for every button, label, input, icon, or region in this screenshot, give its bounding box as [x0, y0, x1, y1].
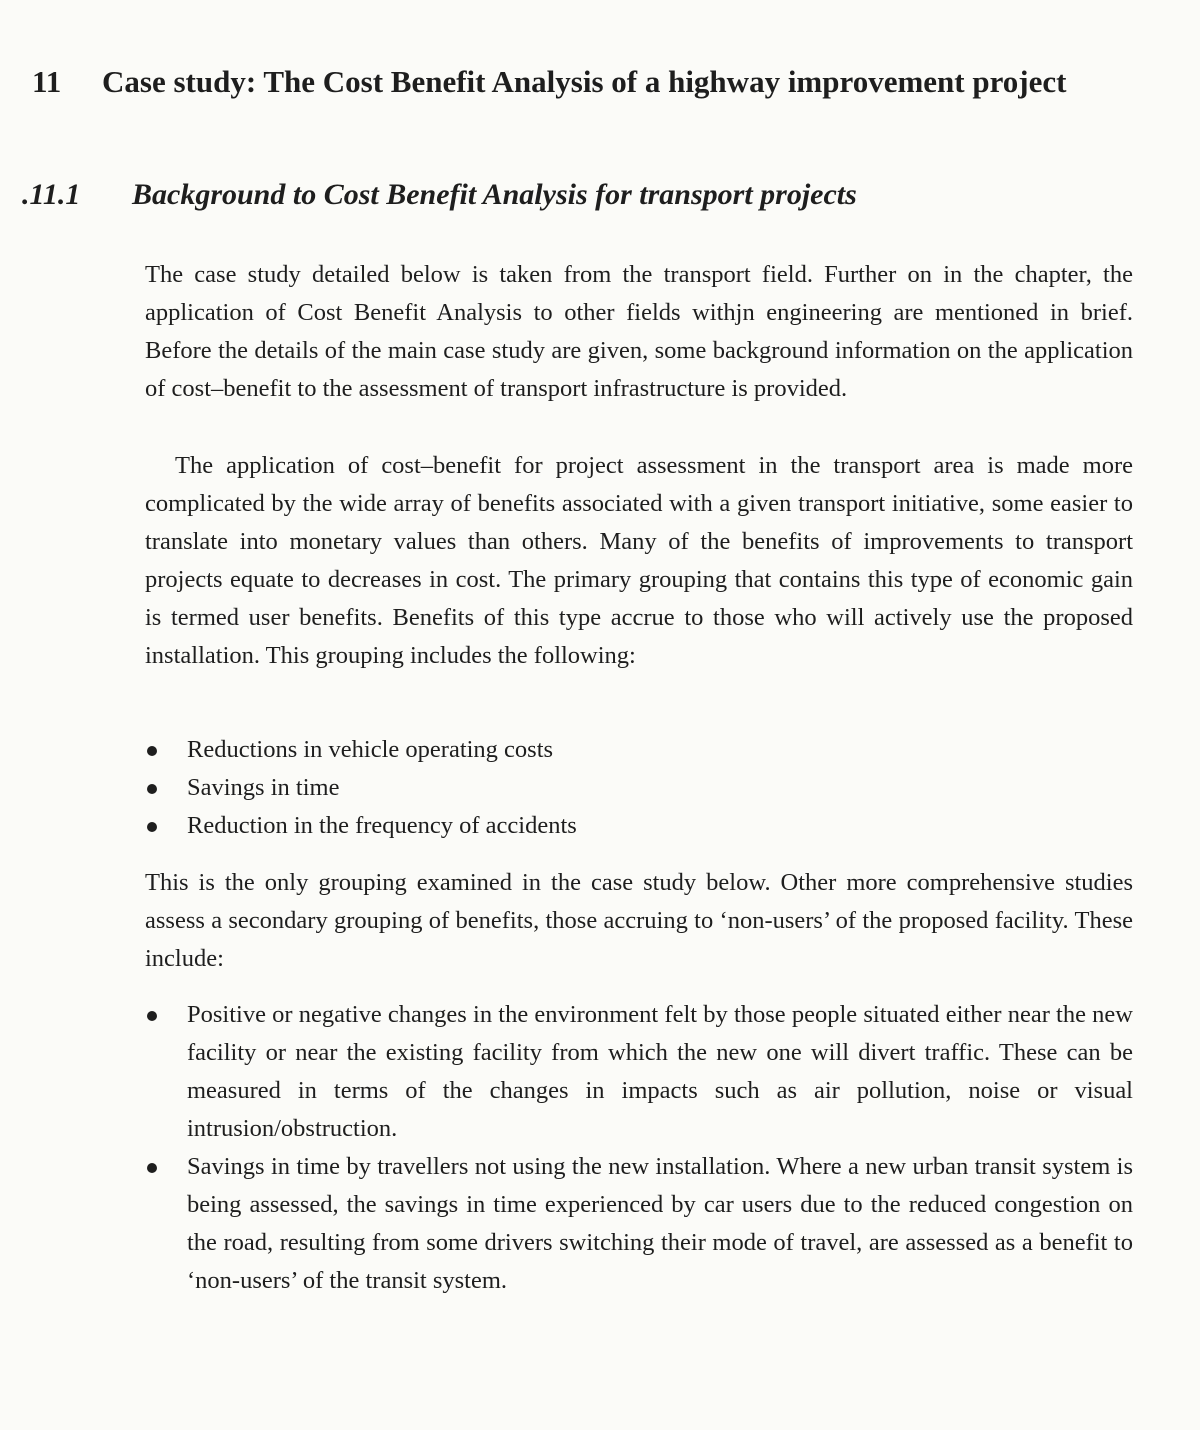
chapter-title: Case study: The Cost Benefit Analysis of a highway improvement project — [102, 64, 1067, 99]
list-item — [145, 996, 1133, 1148]
bullet-icon — [147, 746, 157, 756]
list-item — [145, 769, 1133, 807]
list-item-text: Savings in time by travellers not using the new installation. Where a new urban transit system is being assessed, the savings in time experienced by car users due to the reduced congestion on the road, resulting from some drivers switching their mode of travel, are assessed as a benefit to ‘non-users’ of the transit system. — [187, 1153, 1133, 1294]
user-benefits-list — [145, 731, 1133, 845]
bullet-icon — [147, 784, 157, 794]
section-number: .11.1 — [22, 178, 81, 211]
paragraph-intro: The case study detailed below is taken from the transport field. Further on in the chapter, the application of Cost Benefit Analysis to other fields withjn engineering are mentioned in brief. Before the details of the main case study are given, some background information on the application of cost–benefit to the assessment of transport infrastructure is provided. — [145, 261, 1133, 402]
list-item-text: Reductions in vehicle operating costs — [187, 736, 554, 763]
list-item — [145, 1148, 1133, 1300]
section-title: Background to Cost Benefit Analysis for transport projects — [132, 178, 857, 211]
list-item-text: Reduction in the frequency of accidents — [187, 812, 577, 839]
list-item-text: Positive or negative changes in the environment felt by those people situated either near the new facility or near the existing facility from which the new one will divert traffic. These can be measured in terms of the changes in impacts such as air pollution, noise or visual intrusion/obstruction. — [187, 1001, 1133, 1142]
bullet-icon — [147, 822, 157, 832]
bullet-icon — [147, 1163, 157, 1173]
list-item — [145, 731, 1133, 769]
bullet-icon — [147, 1011, 157, 1021]
list-item-text: Savings in time — [187, 774, 340, 801]
paragraph-non-users: This is the only grouping examined in the case study below. Other more comprehensive studies assess a secondary grouping of benefits, those accruing to ‘non-users’ of the proposed facility. These include: — [145, 869, 1133, 972]
list-item — [145, 807, 1133, 845]
non-user-benefits-list — [145, 996, 1133, 1300]
paragraph-user-benefits: The application of cost–benefit for project assessment in the transport area is made more complicated by the wide array of benefits associated with a given transport initiative, some easier to translate into monetary values than others. Many of the benefits of improvements to transport projects equate to decreases in cost. The primary grouping that contains this type of economic gain is termed user benefits. Benefits of this type accrue to those who will actively use the proposed installation. This grouping includes the following: — [145, 452, 1133, 669]
chapter-number: 11 — [32, 64, 62, 99]
